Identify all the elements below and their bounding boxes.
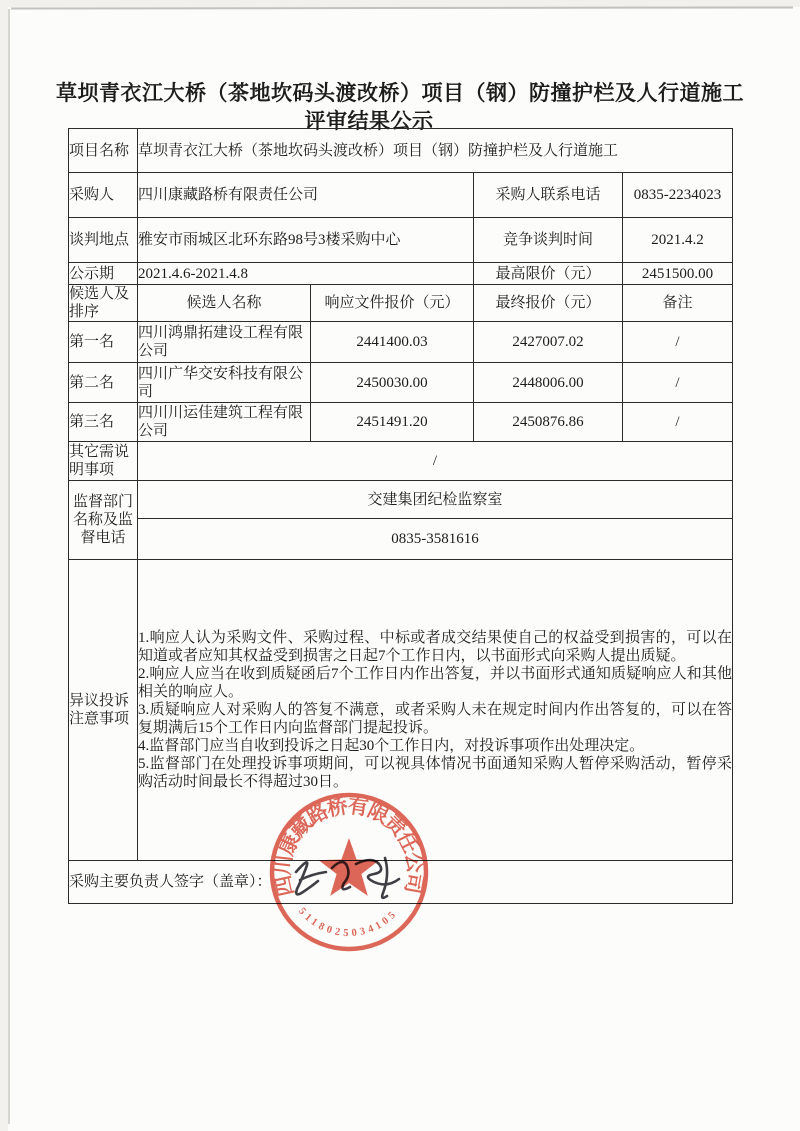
objection-text [138,560,733,861]
signature-label: 采购主要负责人签字（盖章）： [69,861,733,904]
candidate-final-price: 2450876.86 [474,403,623,442]
candidate-name: 四川鸿鼎拓建设工程有限公司 [138,322,311,363]
candidates-doc-price-header: 响应文件报价（元） [311,285,474,322]
project-name-value: 草坝青衣江大桥（茶地坎码头渡改桥）项目（钢）防撞护栏及人行道施工 [138,129,733,173]
candidate-doc-price: 2451491.20 [311,403,474,442]
candidates-rank-header: 候选人及排序 [69,285,138,322]
candidate-remark: / [623,403,733,442]
purchaser-phone-value: 0835-2234023 [623,173,733,218]
paper-edge-left-band [0,0,8,1131]
objection-item: 2.响应人应当在收到质疑函后7个工作日内作出答复，并以书面形式通知质疑响应人和其他相关的响应人。 [138,666,733,700]
max-price-label: 最高限价（元） [474,263,623,285]
candidate-remark: / [623,322,733,363]
table-row [69,481,733,519]
candidate-name: 四川广华交安科技有限公司 [138,363,311,403]
candidate-row [69,403,733,442]
table-row [69,519,733,560]
paper-edge-left-line [8,9,10,1124]
objection-item: 5.监督部门在处理投诉事项期间，可以视具体情况书面通知采购人暂停采购活动，暂停采购活动时间最长不得超过30日。 [138,756,733,790]
page-title [0,80,800,134]
table-row [69,129,733,173]
candidate-rank: 第一名 [69,322,138,363]
purchaser-label: 采购人 [69,173,138,218]
other-notes-label: 其它需说明事项 [69,442,138,481]
seal-serial-text: 5118025034105 [295,905,399,940]
candidate-row [69,363,733,403]
paper-edge-top-line [11,6,793,9]
purchaser-phone-label: 采购人联系电话 [474,173,623,218]
seal-company-text: 四川康藏路桥有限责任公司 [272,795,426,898]
table-row [69,442,733,481]
publicity-period-label: 公示期 [69,263,138,285]
objection-item: 3.质疑响应人对采购人的答复不满意，或者采购人未在规定时间内作出答复的，可以在答复期满后15个工作日内向监督部门提起投诉。 [138,702,733,736]
negotiation-place-value: 雅安市雨城区北环东路98号3楼采购中心 [138,218,474,263]
candidates-remark-header: 备注 [623,285,733,322]
candidate-doc-price: 2441400.03 [311,322,474,363]
handwritten-signature [286,850,416,904]
candidate-final-price: 2427007.02 [474,322,623,363]
candidates-header-row [69,285,733,322]
candidate-final-price: 2448006.00 [474,363,623,403]
publicity-period-value: 2021.4.6-2021.4.8 [138,263,474,285]
page-title-line2: 评审结果公示 [304,109,434,133]
page-title-line1: 草坝青衣江大桥（茶地坎码头渡改桥）项目（钢）防撞护栏及人行道施工 [56,81,744,105]
purchaser-value: 四川康藏路桥有限责任公司 [138,173,474,218]
supervision-dept-value: 交建集团纪检监察室 [138,481,733,519]
other-notes-value: / [138,442,733,481]
candidates-name-header: 候选人名称 [138,285,311,322]
table-row [69,218,733,263]
candidate-row [69,322,733,363]
table-row [69,173,733,218]
candidate-name: 四川川运佳建筑工程有限公司 [138,403,311,442]
candidates-final-price-header: 最终报价（元） [474,285,623,322]
objection-label: 异议投诉注意事项 [69,560,138,861]
candidate-doc-price: 2450030.00 [311,363,474,403]
negotiation-time-value: 2021.4.2 [623,218,733,263]
supervision-label: 监督部门名称及监督电话 [69,481,138,560]
negotiation-place-label: 谈判地点 [69,218,138,263]
negotiation-time-label: 竞争谈判时间 [474,218,623,263]
supervision-phone-value: 0835-3581616 [138,519,733,560]
candidate-rank: 第三名 [69,403,138,442]
candidate-remark: / [623,363,733,403]
project-name-label: 项目名称 [69,129,138,173]
objection-item: 1.响应人认为采购文件、采购过程、中标或者成交结果使自己的权益受到损害的，可以在知道或者应知其权益受到损害之日起7个工作日内，以书面形式向采购人提出质疑。 [138,630,733,664]
objection-item: 4.监督部门应当自收到投诉之日起30个工作日内，对投诉事项作出处理决定。 [138,738,645,754]
table-row [69,263,733,285]
candidate-rank: 第二名 [69,363,138,403]
max-price-value: 2451500.00 [623,263,733,285]
svg-text:5118025034105 [296,906,399,939]
